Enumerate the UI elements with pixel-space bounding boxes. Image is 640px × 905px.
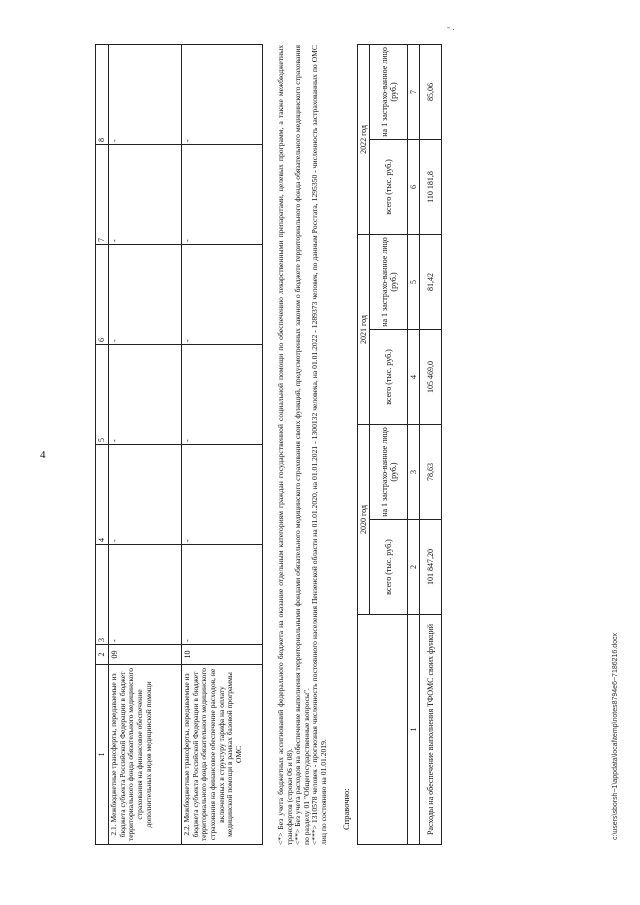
footnote: <***> 1310578 человек - прогнозная численность постоянного населения Пензенской области на 01.01.2020, на 01.01.2021 - 1300132 человека, на 01.01.2022 - 1289373 человек, по данным Росстата, 1295350 - численность застрахованных по ОМС лиц по состоянию на 01.01.2019. — [310, 45, 328, 845]
col-number: 4 — [96, 445, 109, 545]
footnote: <*> Без учета бюджетных ассигнований федерального бюджета на оказание отдельным категориям граждан государственной социальной помощи по обеспечению лекарственными препаратами, целевых программ, а также межбюджетных трансфертов (строки 06 и 08). — [276, 45, 294, 845]
subheader-per-insured: на 1 застрахо-ванное лицо (руб.) — [370, 424, 408, 519]
col-number: 5 — [96, 345, 109, 445]
col-number: 5 — [408, 234, 420, 329]
footnote: <**> Без учета расходов на обеспечение выполнения территориальными фондами обязательного медицинского страхования своих функций, предусмотренных законом о бюджете территориального фонда обязательного медицинского страхования по разделу 01 "Общегосударственные вопросы". — [293, 45, 311, 845]
table-row — [420, 44, 442, 844]
cell-value: - — [109, 245, 182, 345]
cell-value: - — [182, 245, 263, 345]
col-number: 2 — [408, 520, 420, 615]
row-name: 2.1. Межбюджетные трансферты, передаваемые из бюджета субъекта Российской Федерации в бюджет территориального фонда обязательного медицинского страхования на финансовое обеспечение дополнительных видов медицинской помощи — [109, 665, 182, 845]
cell-value: 105 469,0 — [420, 329, 442, 424]
cell-value: - — [109, 145, 182, 245]
col-number: 2 — [96, 645, 109, 665]
cell-value: - — [109, 545, 182, 645]
col-number: 1 — [408, 615, 420, 845]
col-number: 7 — [408, 44, 420, 139]
row-name: 2.2. Межбюджетные трансферты, передаваемые из бюджета субъекта Российской Федерации в бюджет территориального фонда обязательного медицинского страхования на финансовое обеспечение расходов, не включенных в структуру тарифа на оплату медицинской помощи в рамках базовой программы ОМС — [182, 665, 263, 845]
funding-table — [95, 44, 263, 845]
cell-value: - — [109, 445, 182, 545]
subheader-per-insured: на 1 застрахо-ванное лицо (руб.) — [370, 234, 408, 329]
subheader-total: всего (тыс. руб.) — [370, 520, 408, 615]
table-row — [109, 45, 182, 845]
rotated-content — [95, 45, 455, 845]
year-header-row — [358, 44, 370, 844]
year-header: 2020 год — [358, 424, 370, 614]
cell-value: - — [182, 445, 263, 545]
cell-value: - — [182, 345, 263, 445]
column-number-row — [96, 45, 109, 845]
corner-mark: - . — [447, 22, 455, 32]
footnotes — [277, 45, 328, 845]
subheader-per-insured: на 1 застрахо-ванное лицо (руб.) — [370, 44, 408, 139]
cell-value: 110 181,8 — [420, 139, 442, 234]
year-header: 2021 год — [358, 234, 370, 424]
cell-value: - — [109, 345, 182, 445]
cell-value: 85,06 — [420, 44, 442, 139]
table-row — [182, 45, 263, 845]
col-number: 6 — [96, 245, 109, 345]
row-code: 09 — [109, 645, 182, 665]
col-number: 7 — [96, 145, 109, 245]
page-number: 4 — [40, 449, 46, 461]
row-label: Расходы на обеспечение выполнения ТФОМС своих функций — [420, 615, 442, 845]
footer-file-path: c:\users\sborsh~1\appdata\local\temp\notes8794e6~7186216.docx — [612, 632, 619, 840]
reference-table — [357, 44, 442, 845]
col-number: 6 — [408, 139, 420, 234]
col-number: 8 — [96, 45, 109, 145]
column-number-row — [408, 44, 420, 844]
blank-header — [358, 615, 408, 845]
cell-value: - — [182, 145, 263, 245]
cell-value: - — [109, 45, 182, 145]
col-number: 3 — [408, 424, 420, 519]
col-number: 3 — [96, 545, 109, 645]
row-code: 10 — [182, 645, 263, 665]
col-number: 4 — [408, 329, 420, 424]
cell-value: - — [182, 545, 263, 645]
cell-value: 101 847,20 — [420, 520, 442, 615]
year-header: 2022 год — [358, 44, 370, 234]
subheader-total: всего (тыс. руб.) — [370, 329, 408, 424]
col-number: 1 — [96, 665, 109, 845]
cell-value: 81,42 — [420, 234, 442, 329]
cell-value: - — [182, 45, 263, 145]
subheader-total: всего (тыс. руб.) — [370, 139, 408, 234]
cell-value: 78,63 — [420, 424, 442, 519]
reference-label: Справочно: — [341, 788, 351, 830]
